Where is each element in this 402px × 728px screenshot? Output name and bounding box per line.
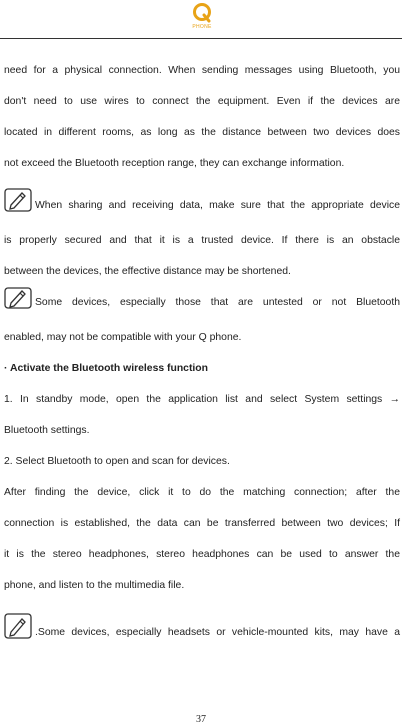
q-logo-icon — [192, 2, 212, 24]
note-pencil-icon — [4, 287, 32, 322]
note-line — [4, 287, 400, 322]
body-line: located in different rooms, as long as the distance between two devices does — [4, 127, 400, 138]
q-phone-logo — [190, 2, 214, 34]
note-text: When sharing and receiving data, make sure that the appropriate device — [35, 200, 400, 211]
note-line — [4, 188, 400, 225]
body-line: need for a physical connection. When sending messages using Bluetooth, you — [4, 65, 400, 76]
note-text: .Some devices, especially headsets or vehicle-mounted kits, may have a — [35, 627, 400, 638]
body-line: not exceed the Bluetooth reception range, they can exchange information. — [4, 158, 345, 169]
body-line: phone, and listen to the multimedia file. — [4, 580, 185, 591]
body-line: it is the stereo headphones, stereo headphones can be used to answer the — [4, 549, 400, 560]
note-line — [4, 613, 400, 652]
note-text: Some devices, especially those that are untested or not Bluetooth — [35, 297, 400, 308]
header-rule — [0, 38, 402, 39]
step-line: 2. Select Bluetooth to open and scan for devices. — [4, 456, 230, 467]
note-pencil-icon — [4, 613, 32, 652]
note-line: enabled, may not be compatible with your Q phone. — [4, 332, 242, 343]
body-line: don't need to use wires to connect the equipment. Even if the devices are — [4, 96, 400, 107]
page-content — [4, 55, 400, 652]
note-line: is properly secured and that it is a trusted device. If there is an obstacle — [4, 235, 400, 246]
step-line: 1. In standby mode, open the application list and select System settings → — [4, 394, 400, 405]
page-header — [0, 0, 402, 40]
section-title: · Activate the Bluetooth wireless function — [4, 363, 208, 374]
note-pencil-icon — [4, 188, 32, 225]
logo-text: PHONE — [192, 24, 212, 30]
body-line: After finding the device, click it to do the matching connection; after the — [4, 487, 400, 498]
page-number: 37 — [196, 714, 206, 725]
note-line: between the devices, the effective distance may be shortened. — [4, 266, 291, 277]
step-line: Bluetooth settings. — [4, 425, 90, 436]
body-line: connection is established, the data can be transferred between two devices; If — [4, 518, 400, 529]
